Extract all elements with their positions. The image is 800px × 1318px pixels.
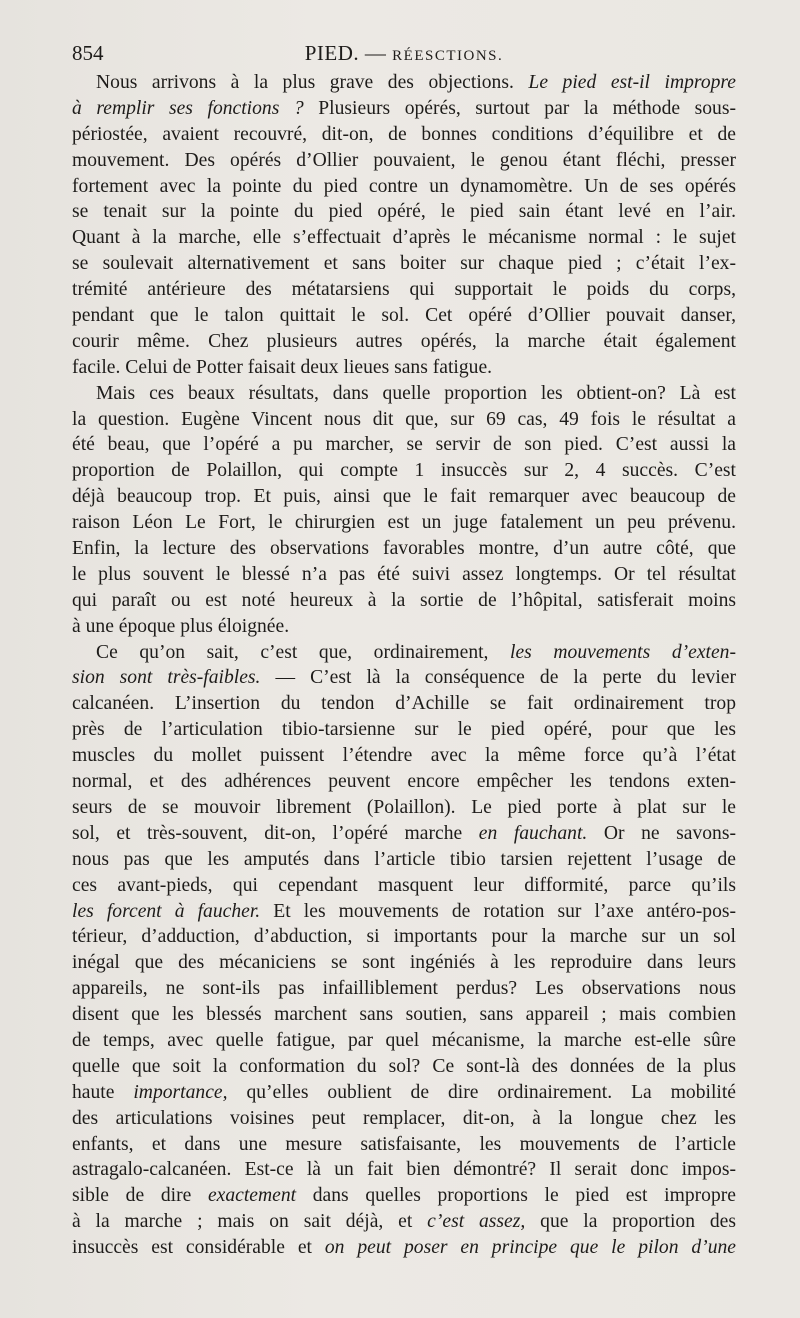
text-line: ces avant-pieds, qui cependant masquent leur difformité, parce qu’ils bbox=[72, 874, 736, 896]
text-line: Quant à la marche, elle s’effectuait d’après le mécanisme normal : le sujet bbox=[72, 227, 736, 249]
running-head-subtitle: RÉESCTIONS. bbox=[392, 48, 504, 64]
text-line: haute importance, qu’elles oublient de dire ordinairement. La mobilité bbox=[72, 1081, 736, 1103]
text-line: Ce qu’on sait, c’est que, ordinairement, les mouvements d’exten- bbox=[96, 641, 736, 663]
text-line: facile. Celui de Potter faisait deux lieues sans fatigue. bbox=[72, 356, 493, 378]
text-line: quelle que soit la conformation du sol? Ce sont-là des données de la plus bbox=[72, 1055, 736, 1077]
text-line: térieur, d’adduction, d’abduction, si importants pour la marche sur un sol bbox=[72, 926, 736, 948]
text-line: le plus souvent le blessé n’a pas été suivi assez longtemps. Or tel résultat bbox=[72, 563, 736, 585]
text-line: périostée, avaient recouvré, dit-on, de bonnes conditions d’équilibre et de bbox=[72, 123, 736, 145]
text-line: les forcent à faucher. Et les mouvements de rotation sur l’axe antéro-pos- bbox=[72, 900, 736, 922]
text-line: Enfin, la lecture des observations favorables montre, d’un autre côté, que bbox=[72, 538, 736, 560]
text-line: se soulevait alternativement et sans boiter sur chaque pied ; c’était l’ex- bbox=[72, 253, 736, 275]
text-line: fortement avec la pointe du pied contre un dynamomètre. Un de ses opérés bbox=[72, 175, 736, 197]
text-line: inégal que des mécaniciens se sont ingéniés à les reproduire dans leurs bbox=[72, 952, 736, 974]
running-head bbox=[72, 38, 736, 71]
text-line: des articulations voisines peut remplacer, dit-on, à la longue chez les bbox=[72, 1107, 736, 1129]
text-line: la question. Eugène Vincent nous dit que, sur 69 cas, 49 fois le résultat a bbox=[72, 408, 736, 430]
text-line: qui paraît ou est noté heureux à la sortie de l’hôpital, satisferait moins bbox=[72, 589, 736, 611]
text-line: disent que les blessés marchent sans soutien, sans appareil ; mais combien bbox=[72, 1004, 736, 1026]
text-line: pendant que le talon quittait le sol. Cet opéré d’Ollier pouvait danser, bbox=[72, 305, 736, 327]
text-line: nous pas que les amputés dans l’article tibio tarsien rejettent l’usage de bbox=[72, 848, 736, 870]
page-number: 854 bbox=[72, 41, 104, 65]
text-line: appareils, ne sont-ils pas infailliblement perdus? Les observations nous bbox=[72, 978, 736, 1000]
text-line: Nous arrivons à la plus grave des objections. Le pied est-il impropre bbox=[96, 72, 736, 93]
text-line: se tenait sur la pointe du pied opéré, le pied sain étant levé en l’air. bbox=[72, 201, 736, 223]
text-line: déjà beaucoup trop. Et puis, ainsi que le fait remarquer avec beaucoup de bbox=[72, 486, 736, 508]
text-line: sol, et très-souvent, dit-on, l’opéré marche en fauchant. Or ne savons- bbox=[72, 822, 736, 844]
text-line: trémité antérieure des métatarsiens qui supportait le poids du corps, bbox=[72, 279, 736, 301]
text-line: muscles du mollet puissent l’étendre avec la même force qu’à l’état bbox=[72, 745, 736, 767]
text-line: à une époque plus éloignée. bbox=[72, 615, 290, 637]
text-line: mouvement. Des opérés d’Ollier pouvaient, le genou étant fléchi, presser bbox=[72, 149, 736, 171]
text-line: près de l’articulation tibio-tarsienne sur le pied opéré, pour que les bbox=[72, 719, 736, 741]
text-line: sible de dire exactement dans quelles proportions le pied est impropre bbox=[72, 1185, 736, 1207]
text-line: à la marche ; mais on sait déjà, et c’est assez, que la proportion des bbox=[72, 1211, 736, 1233]
text-line: astragalo-calcanéen. Est-ce là un fait bien démontré? Il serait donc impos- bbox=[72, 1159, 736, 1181]
text-line: seurs de se mouvoir librement (Polaillon). Le pied porte à plat sur le bbox=[72, 796, 736, 818]
text-line: Mais ces beaux résultats, dans quelle proportion les obtient-on? Là est bbox=[96, 382, 736, 404]
text-line: raison Léon Le Fort, le chirurgien est un juge fatalement un peu prévenu. bbox=[72, 512, 736, 534]
text-line: courir même. Chez plusieurs autres opérés, la marche était également bbox=[72, 330, 736, 352]
text-line: insuccès est considérable et on peut poser en principe que le pilon d’une bbox=[72, 1237, 736, 1259]
text-line: calcanéen. L’insertion du tendon d’Achille se fait ordinairement trop bbox=[72, 693, 736, 715]
body-text bbox=[72, 70, 736, 1261]
page-header bbox=[72, 38, 736, 68]
text-line: été beau, que l’opéré a pu marcher, se servir de son pied. C’est aussi la bbox=[72, 434, 736, 456]
text-line: enfants, et dans une mesure satisfaisante, les mouvements de l’article bbox=[72, 1133, 736, 1155]
running-head-title: PIED. — bbox=[304, 41, 387, 65]
text-line: proportion de Polaillon, qui compte 1 insuccès sur 2, 4 succès. C’est bbox=[72, 460, 736, 482]
text-line: sion sont très-faibles. — C’est là la conséquence de la perte du levier bbox=[72, 667, 736, 689]
text-line: de temps, avec quelle fatigue, par quel mécanisme, la marche est-elle sûre bbox=[72, 1029, 736, 1051]
text-line: normal, et des adhérences peuvent encore empêcher les tendons exten- bbox=[72, 771, 736, 793]
text-line: à remplir ses fonctions ? Plusieurs opérés, surtout par la méthode sous- bbox=[72, 97, 736, 119]
